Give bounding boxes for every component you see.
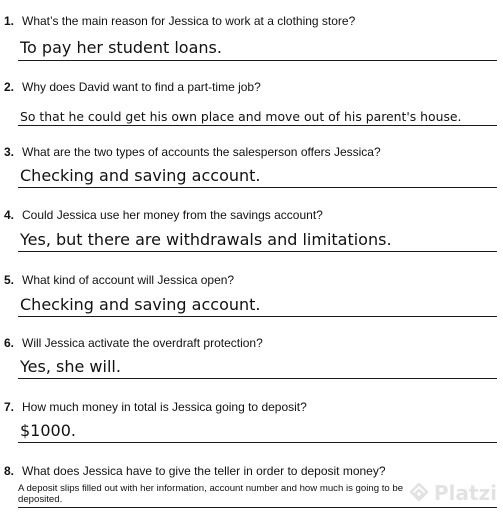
question-1 <box>4 14 355 28</box>
question-text: Could Jessica use her money from the savings account? <box>22 208 323 222</box>
question-number: 2. <box>4 80 15 94</box>
question-6 <box>4 336 263 350</box>
answer-line <box>18 60 497 61</box>
platzi-logo-icon <box>408 482 430 504</box>
answer-line <box>18 442 497 443</box>
answer-7: $1000. <box>20 421 76 440</box>
question-text: What kind of account will Jessica open? <box>22 273 235 287</box>
answer-4: Yes, but there are withdrawals and limitations. <box>20 230 392 249</box>
question-number: 6. <box>4 336 15 350</box>
question-number: 4. <box>4 208 15 222</box>
question-8 <box>4 464 386 478</box>
question-number: 3. <box>4 145 15 159</box>
answer-line <box>18 251 497 252</box>
question-text: What’s the main reason for Jessica to work at a clothing store? <box>22 14 356 28</box>
question-5 <box>4 273 234 287</box>
watermark-text: Platzi <box>433 481 497 505</box>
answer-1: To pay her student loans. <box>20 38 222 57</box>
answer-8: A deposit slips filled out with her information, account number and how much is going to be deposited. <box>18 483 404 505</box>
answer-line <box>18 125 497 126</box>
question-text: What are the two types of accounts the salesperson offers Jessica? <box>22 145 381 159</box>
answer-6: Yes, she will. <box>20 357 121 376</box>
answer-5: Checking and saving account. <box>20 295 261 314</box>
answer-line <box>18 187 497 188</box>
answer-line <box>18 316 497 317</box>
platzi-watermark <box>408 481 497 505</box>
question-text: Will Jessica activate the overdraft protection? <box>22 336 263 350</box>
answer-line <box>18 378 497 379</box>
question-text: How much money in total is Jessica going to deposit? <box>22 400 307 414</box>
question-number: 8. <box>4 464 15 478</box>
question-4 <box>4 208 323 222</box>
answer-2: So that he could get his own place and move out of his parent's house. <box>20 109 462 124</box>
question-3 <box>4 145 381 159</box>
question-text: What does Jessica have to give the teller in order to deposit money? <box>22 464 386 478</box>
answer-3: Checking and saving account. <box>20 166 261 185</box>
question-2 <box>4 80 261 94</box>
question-number: 1. <box>4 14 15 28</box>
question-text: Why does David want to find a part-time job? <box>22 80 261 94</box>
question-number: 7. <box>4 400 15 414</box>
question-7 <box>4 400 307 414</box>
answer-line <box>18 507 497 508</box>
question-number: 5. <box>4 273 15 287</box>
